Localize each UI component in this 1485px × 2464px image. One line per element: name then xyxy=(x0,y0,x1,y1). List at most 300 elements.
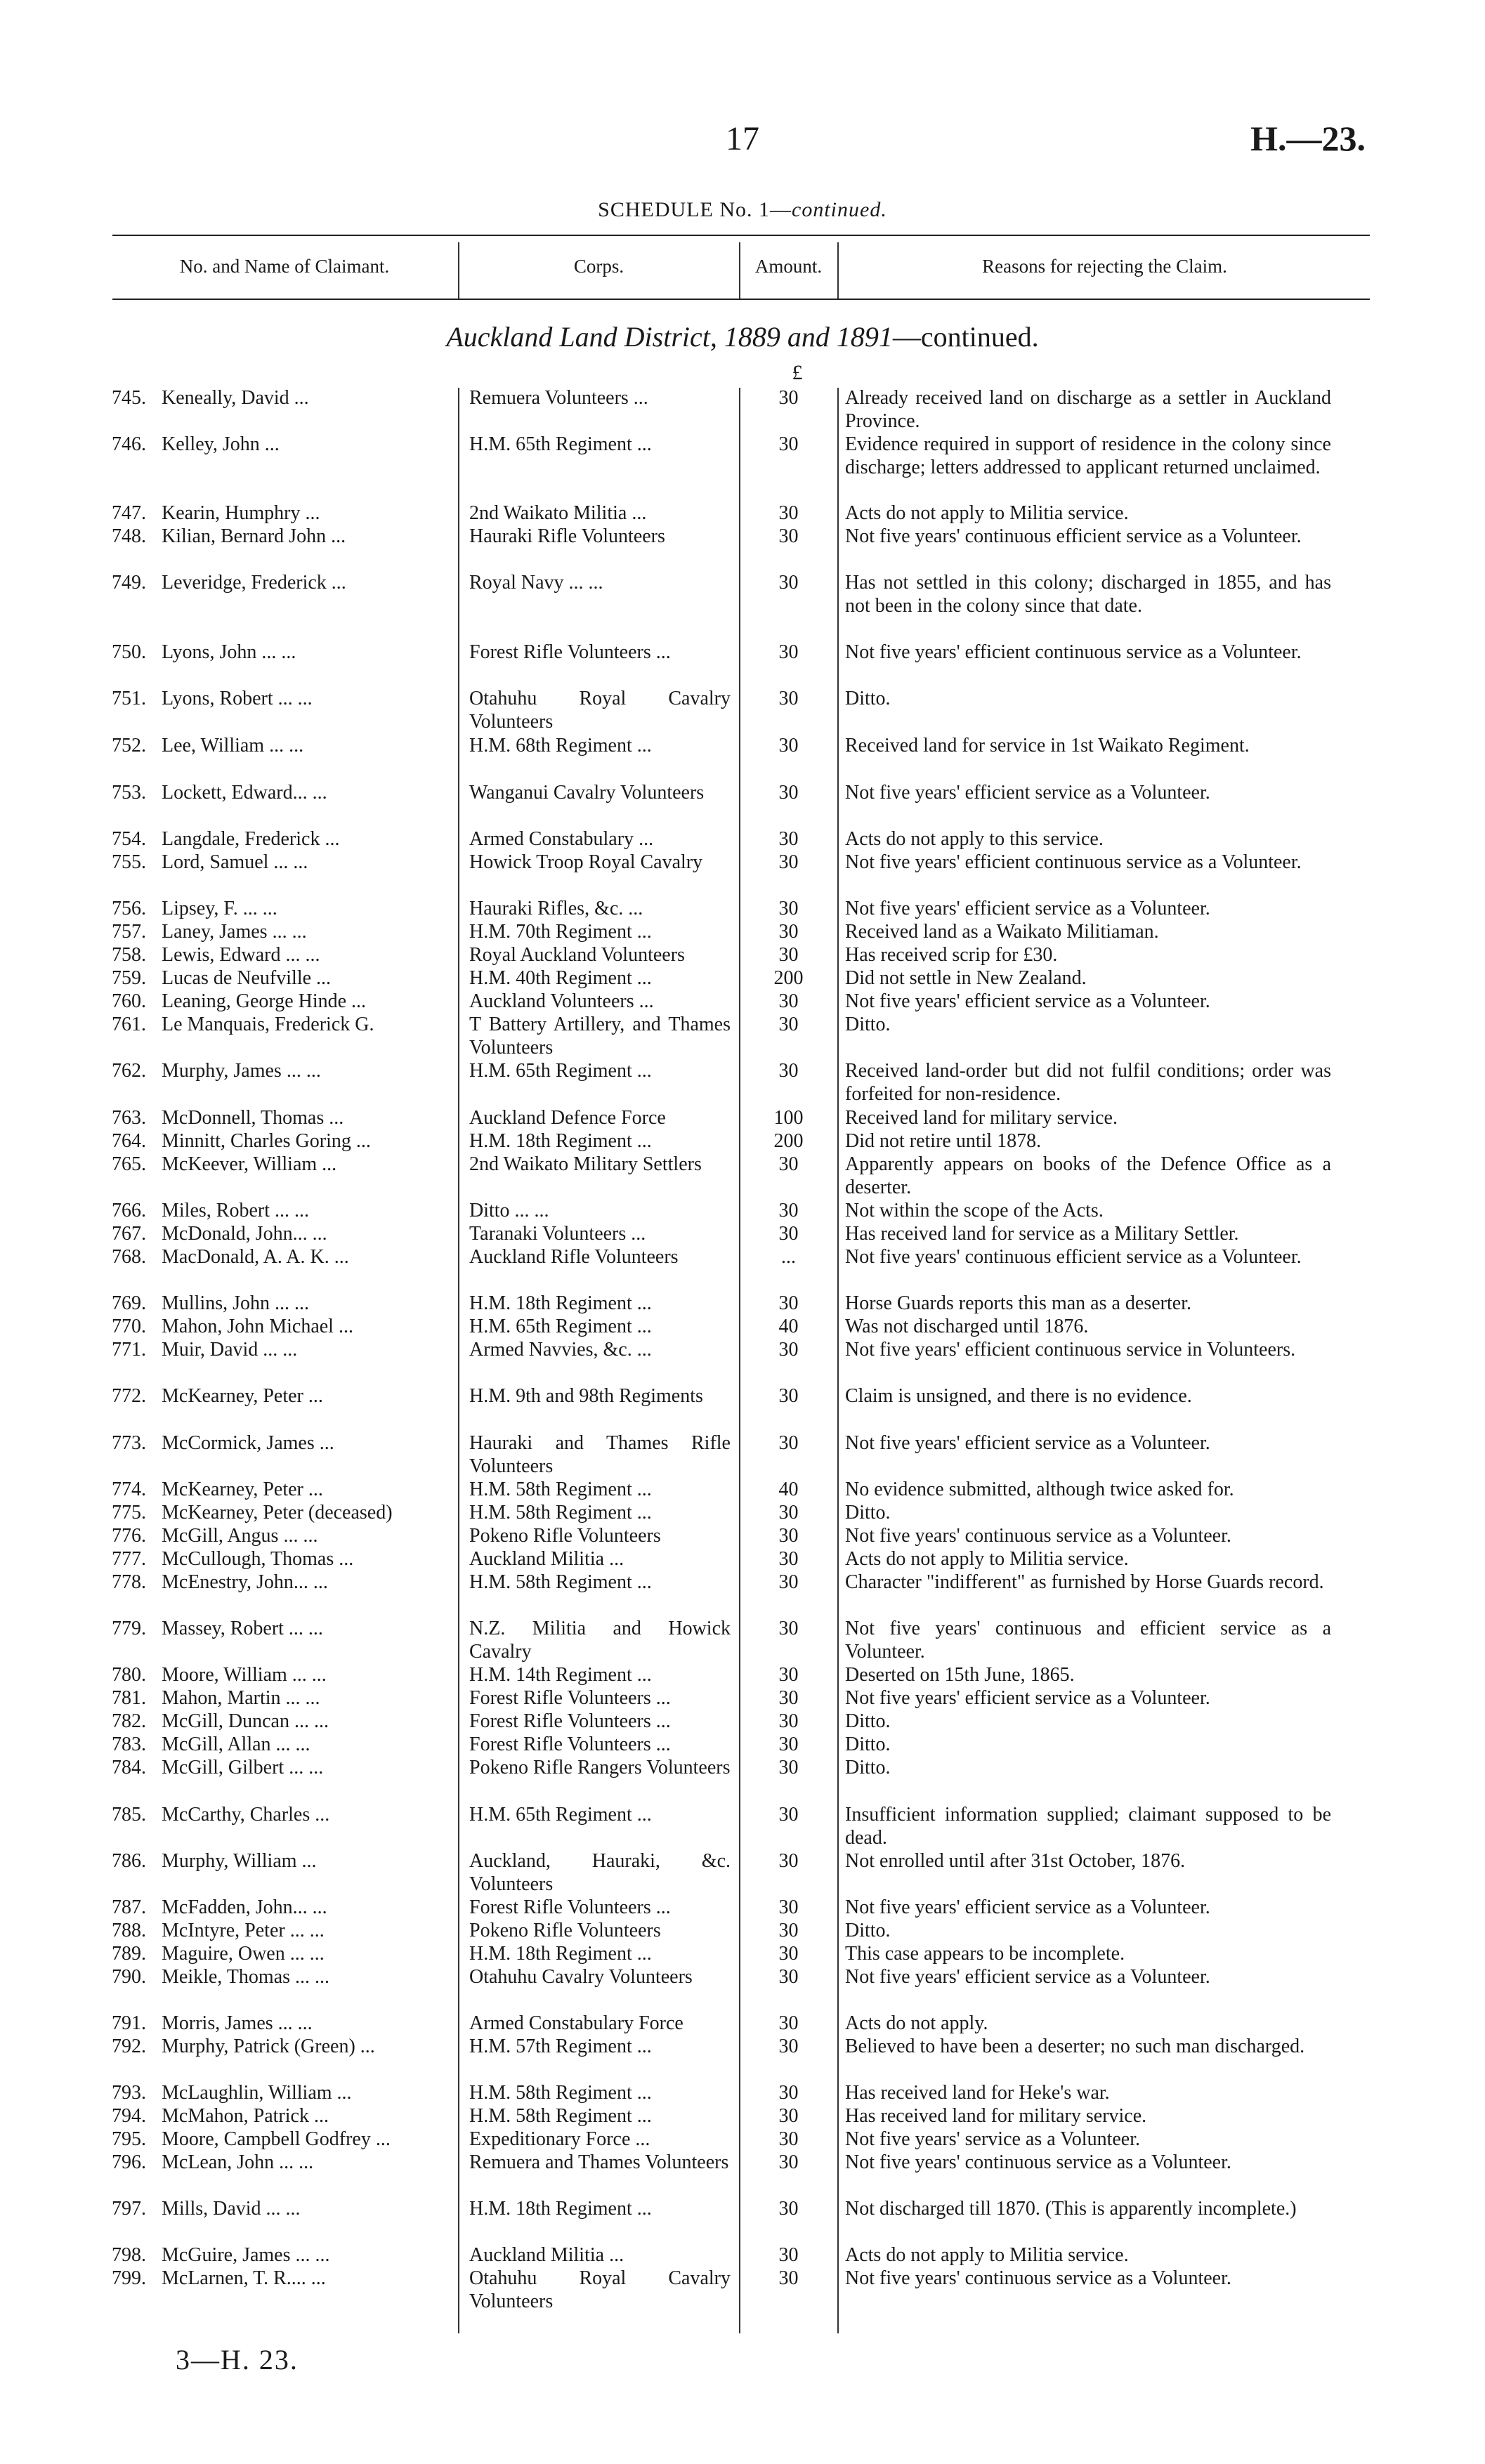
claim-number: 788. xyxy=(112,1920,146,1941)
claimant-name: Kearin, Humphry ... xyxy=(162,502,320,524)
reason-text: Received land-order but did not fulfil conditions; order was forfeited for non-residence. xyxy=(845,1060,1331,1105)
claim-number: 753. xyxy=(112,782,146,804)
corps-cell: H.M. 18th Regiment ... xyxy=(469,1292,652,1314)
claim-number: 799. xyxy=(112,2267,146,2289)
claim-number: 768. xyxy=(112,1246,146,1268)
schedule-title xyxy=(0,198,1485,222)
corps-cell: Auckland Militia ... xyxy=(469,1548,624,1570)
reason-text: Not five years' efficient service as a Volunteer. xyxy=(845,1432,1210,1454)
reason-text: Not five years' efficient service as a Volunteer. xyxy=(845,898,1210,919)
reason-cell xyxy=(845,897,1331,920)
amount-cell: 30 xyxy=(778,1502,799,1523)
reason-text: Character "indifferent" as furnished by Horse Guards record. xyxy=(845,1571,1324,1593)
claim-number: 781. xyxy=(112,1687,146,1709)
amount-cell: 30 xyxy=(778,1525,799,1547)
amount-cell: 30 xyxy=(778,2082,799,2104)
reason-text: Acts do not apply to Militia service. xyxy=(845,1548,1129,1570)
reason-cell xyxy=(845,1431,1331,1455)
reason-cell xyxy=(845,1106,1331,1129)
column-divider-reasons xyxy=(837,388,839,2333)
amount-cell: 30 xyxy=(778,828,799,850)
paper-reference: H.—23. xyxy=(1250,119,1366,158)
corps-cell: Forest Rifle Volunteers ... xyxy=(469,1710,671,1732)
reason-text: This case appears to be incomplete. xyxy=(845,1943,1125,1965)
corps-cell: Pokeno Rifle Rangers Volunteers xyxy=(469,1757,731,1778)
reason-cell xyxy=(845,966,1331,990)
claim-number: 782. xyxy=(112,1710,146,1732)
reason-text: Already received land on discharge as a settler in Auckland Province. xyxy=(845,387,1331,432)
corps-cell: H.M. 57th Regiment ... xyxy=(469,2036,652,2057)
claimant-name: McCullough, Thomas ... xyxy=(162,1548,354,1570)
claimant-name: McKearney, Peter (deceased) xyxy=(162,1502,393,1523)
amount-cell: 30 xyxy=(778,2267,799,2289)
reason-text: Insufficient information supplied; claimant supposed to be dead. xyxy=(845,1804,1331,1849)
corps-cell: Remuera and Thames Volunteers xyxy=(469,2151,729,2173)
reason-text: Not five years' efficient continuous service in Volunteers. xyxy=(845,1339,1296,1361)
amount-cell: 30 xyxy=(778,921,799,943)
amount-cell: 30 xyxy=(778,2012,799,2034)
header-divider-1 xyxy=(458,242,459,299)
schedule-title-suffix: continued. xyxy=(792,198,887,221)
reason-cell xyxy=(845,687,1331,710)
amount-cell: 30 xyxy=(778,1920,799,1941)
reason-cell xyxy=(845,641,1331,664)
claimant-name: McCormick, James ... xyxy=(162,1432,334,1454)
claimant-name: Murphy, James ... ... xyxy=(162,1060,321,1082)
claim-number: 777. xyxy=(112,1548,146,1570)
reason-cell xyxy=(845,1245,1331,1269)
footer-signature: 3—H. 23. xyxy=(176,2344,299,2375)
reason-cell xyxy=(845,2081,1331,2104)
reason-cell xyxy=(845,1686,1331,1710)
reason-cell xyxy=(845,1710,1331,1733)
claimant-name: McLarnen, T. R.... ... xyxy=(162,2267,326,2289)
corps-cell: Otahuhu Royal Cavalry Volunteers xyxy=(469,2267,731,2312)
reason-text: Has received land for Heke's war. xyxy=(845,2082,1110,2104)
corps-cell: Royal Auckland Volunteers xyxy=(469,944,685,966)
amount-cell: 30 xyxy=(778,1385,799,1407)
amount-cell: 30 xyxy=(778,502,799,524)
reason-text: Ditto. xyxy=(845,1757,891,1778)
reason-cell xyxy=(845,1501,1331,1524)
corps-cell: Taranaki Volunteers ... xyxy=(469,1223,646,1245)
corps-cell: Armed Constabulary Force xyxy=(469,2012,683,2034)
amount-cell: 30 xyxy=(778,782,799,804)
claimant-name: McDonnell, Thomas ... xyxy=(162,1107,344,1129)
reason-cell xyxy=(845,1013,1331,1036)
amount-cell: 30 xyxy=(778,433,799,455)
corps-cell: H.M. 58th Regiment ... xyxy=(469,1571,652,1593)
claim-number: 790. xyxy=(112,1966,146,1988)
claimant-name: McGill, Gilbert ... ... xyxy=(162,1757,324,1778)
reason-cell xyxy=(845,1849,1331,1873)
amount-cell: 30 xyxy=(778,1618,799,1639)
reason-text: Horse Guards reports this man as a deserter. xyxy=(845,1292,1191,1314)
amount-cell: 30 xyxy=(778,1223,799,1245)
claim-number: 749. xyxy=(112,572,146,594)
reason-cell xyxy=(845,1896,1331,1919)
corps-cell: Auckland Volunteers ... xyxy=(469,990,654,1012)
corps-cell: H.M. 65th Regiment ... xyxy=(469,1804,652,1826)
reason-cell xyxy=(845,1547,1331,1571)
reason-cell xyxy=(845,1919,1331,1942)
reason-cell xyxy=(845,1942,1331,1965)
corps-cell: Royal Navy ... ... xyxy=(469,572,603,594)
claim-number: 789. xyxy=(112,1943,146,1965)
reason-cell xyxy=(845,734,1331,757)
reason-cell xyxy=(845,1733,1331,1756)
claim-number: 755. xyxy=(112,851,146,873)
corps-cell: Hauraki and Thames Rifle Volunteers xyxy=(469,1432,731,1477)
column-divider-amount xyxy=(739,388,740,2333)
reason-cell xyxy=(845,571,1331,617)
amount-cell: 30 xyxy=(778,1896,799,1918)
reason-text: Has received land for military service. xyxy=(845,2105,1147,2127)
corps-cell: Otahuhu Royal Cavalry Volunteers xyxy=(469,688,731,733)
reason-cell xyxy=(845,433,1331,479)
claim-number: 793. xyxy=(112,2082,146,2104)
claimant-name: Muir, David ... ... xyxy=(162,1339,298,1361)
reason-text: Not five years' service as a Volunteer. xyxy=(845,2128,1140,2150)
claimant-name: McCarthy, Charles ... xyxy=(162,1804,330,1826)
column-divider-corps xyxy=(458,388,459,2333)
reason-cell xyxy=(845,1803,1331,1849)
claimant-name: McEnestry, John... ... xyxy=(162,1571,328,1593)
corps-cell: Armed Navvies, &c. ... xyxy=(469,1339,652,1361)
reason-text: Did not settle in New Zealand. xyxy=(845,967,1087,989)
claimant-name: Mahon, Martin ... ... xyxy=(162,1687,320,1709)
reason-text: Did not retire until 1878. xyxy=(845,1130,1042,1152)
reason-text: Not five years' efficient service as a Volunteer. xyxy=(845,1687,1210,1709)
claim-number: 754. xyxy=(112,828,146,850)
page-number: 17 xyxy=(726,120,759,157)
section-heading-suffix: —continued. xyxy=(892,321,1039,353)
claim-number: 773. xyxy=(112,1432,146,1454)
amount-cell: 30 xyxy=(778,2105,799,2127)
reason-text: Ditto. xyxy=(845,1014,891,1035)
section-heading xyxy=(0,320,1485,353)
reason-cell xyxy=(845,920,1331,943)
corps-cell: Pokeno Rifle Volunteers xyxy=(469,1920,661,1941)
amount-cell: 30 xyxy=(778,525,799,547)
reason-text: Acts do not apply to Militia service. xyxy=(845,502,1129,524)
claim-number: 795. xyxy=(112,2128,146,2150)
claimant-name: Murphy, William ... xyxy=(162,1850,317,1872)
reason-text: Not five years' efficient service as a Volunteer. xyxy=(845,782,1210,804)
header-divider-3 xyxy=(837,242,839,299)
amount-cell: 30 xyxy=(778,2128,799,2150)
claimant-name: Mahon, John Michael ... xyxy=(162,1316,353,1337)
claimant-name: McLaughlin, William ... xyxy=(162,2082,352,2104)
corps-cell: Forest Rifle Volunteers ... xyxy=(469,1687,671,1709)
reason-cell xyxy=(845,2035,1331,2058)
claim-number: 756. xyxy=(112,898,146,919)
amount-cell: 30 xyxy=(778,1710,799,1732)
reason-text: Not five years' continuous service as a Volunteer. xyxy=(845,2267,1231,2289)
claim-number: 770. xyxy=(112,1316,146,1337)
claimant-name: Laney, James ... ... xyxy=(162,921,307,943)
amount-cell: 40 xyxy=(778,1479,799,1500)
reason-text: Not five years' continuous efficient service as a Volunteer. xyxy=(845,525,1302,547)
reason-cell xyxy=(845,1617,1331,1663)
claimant-name: Mills, David ... ... xyxy=(162,2198,301,2220)
amount-cell: 30 xyxy=(778,1153,799,1175)
claim-number: 767. xyxy=(112,1223,146,1245)
amount-cell: 30 xyxy=(778,1757,799,1778)
amount-cell: 30 xyxy=(778,735,799,756)
reason-text: Not five years' efficient service as a Volunteer. xyxy=(845,1896,1210,1918)
reason-cell xyxy=(845,1222,1331,1245)
corps-cell: 2nd Waikato Military Settlers xyxy=(469,1153,702,1175)
claim-number: 787. xyxy=(112,1896,146,1918)
amount-cell: 30 xyxy=(778,1804,799,1826)
amount-cell: 100 xyxy=(773,1107,804,1129)
corps-cell: H.M. 18th Regiment ... xyxy=(469,2198,652,2220)
reason-text: Received land for military service. xyxy=(845,1107,1118,1129)
claim-number: 796. xyxy=(112,2151,146,2173)
amount-cell: 30 xyxy=(778,2151,799,2173)
amount-cell: 30 xyxy=(778,1548,799,1570)
amount-cell: 30 xyxy=(778,2036,799,2057)
corps-cell: Hauraki Rifle Volunteers xyxy=(469,525,665,547)
schedule-title-text: SCHEDULE No. 1— xyxy=(598,198,792,221)
claimant-name: McMahon, Patrick ... xyxy=(162,2105,329,2127)
amount-cell: 30 xyxy=(778,1966,799,1988)
corps-cell: Pokeno Rifle Volunteers xyxy=(469,1525,661,1547)
reason-cell xyxy=(845,1338,1331,1361)
amount-cell: 30 xyxy=(778,1060,799,1082)
corps-cell: H.M. 65th Regiment ... xyxy=(469,1060,652,1082)
reason-text: Ditto. xyxy=(845,688,891,709)
reason-text: Not five years' continuous service as a Volunteer. xyxy=(845,2151,1231,2173)
claim-number: 750. xyxy=(112,641,146,663)
reason-cell xyxy=(845,1129,1331,1153)
reason-cell xyxy=(845,827,1331,851)
claim-number: 780. xyxy=(112,1664,146,1686)
claim-number: 747. xyxy=(112,502,146,524)
reason-cell xyxy=(845,1153,1331,1199)
amount-cell: 30 xyxy=(778,2198,799,2220)
reason-text: Claim is unsigned, and there is no evidence. xyxy=(845,1385,1192,1407)
reason-text: Has not settled in this colony; discharged in 1855, and has not been in the colony since that date. xyxy=(845,572,1331,617)
amount-cell: ... xyxy=(781,1246,796,1268)
claim-number: 797. xyxy=(112,2198,146,2220)
amount-cell: 30 xyxy=(778,641,799,663)
claim-number: 746. xyxy=(112,433,146,455)
claim-number: 751. xyxy=(112,688,146,709)
reason-cell xyxy=(845,2267,1331,2290)
corps-cell: H.M. 70th Regiment ... xyxy=(469,921,652,943)
claim-number: 778. xyxy=(112,1571,146,1593)
claim-number: 769. xyxy=(112,1292,146,1314)
reason-cell xyxy=(845,1059,1331,1106)
corps-cell: T Battery Artillery, and Thames Volunteers xyxy=(469,1014,731,1059)
reason-text: Ditto. xyxy=(845,1502,891,1523)
reason-cell xyxy=(845,781,1331,804)
claimant-name: McGill, Angus ... ... xyxy=(162,1525,318,1547)
reason-cell xyxy=(845,2104,1331,2128)
reason-cell xyxy=(845,1292,1331,1315)
reason-cell xyxy=(845,525,1331,548)
claim-number: 758. xyxy=(112,944,146,966)
amount-cell: 200 xyxy=(773,1130,804,1152)
corps-cell: Ditto ... ... xyxy=(469,1200,549,1221)
claimant-name: Maguire, Owen ... ... xyxy=(162,1943,325,1965)
claim-number: 745. xyxy=(112,387,146,409)
reason-text: Has received land for service as a Military Settler. xyxy=(845,1223,1239,1245)
header-bottom-rule xyxy=(112,299,1370,300)
reason-cell xyxy=(845,1571,1331,1594)
claim-number: 772. xyxy=(112,1385,146,1407)
reason-cell xyxy=(845,943,1331,966)
claimant-name: Lewis, Edward ... ... xyxy=(162,944,320,966)
reason-cell xyxy=(845,1199,1331,1222)
claim-number: 766. xyxy=(112,1200,146,1221)
claim-number: 748. xyxy=(112,525,146,547)
reason-text: Not five years' efficient continuous service as a Volunteer. xyxy=(845,851,1302,873)
reason-text: No evidence submitted, although twice asked for. xyxy=(845,1479,1234,1500)
claim-number: 794. xyxy=(112,2105,146,2127)
claimant-name: McGill, Duncan ... ... xyxy=(162,1710,329,1732)
header-top-rule xyxy=(112,235,1370,236)
reason-text: Acts do not apply to Militia service. xyxy=(845,2244,1129,2266)
corps-cell: Otahuhu Cavalry Volunteers xyxy=(469,1966,693,1988)
claimant-name: Lyons, John ... ... xyxy=(162,641,296,663)
header-corps: Corps. xyxy=(573,256,624,277)
reason-text: Received land for service in 1st Waikato Regiment. xyxy=(845,735,1250,756)
claimant-name: Meikle, Thomas ... ... xyxy=(162,1966,330,1988)
claimant-name: Mullins, John ... ... xyxy=(162,1292,310,1314)
reason-cell xyxy=(845,2243,1331,2267)
claim-number: 752. xyxy=(112,735,146,756)
reason-text: Not five years' continuous and efficient service as a Volunteer. xyxy=(845,1618,1331,1663)
corps-cell: Auckland Defence Force xyxy=(469,1107,666,1129)
corps-cell: H.M. 68th Regiment ... xyxy=(469,735,652,756)
reason-cell xyxy=(845,2151,1331,2174)
claim-number: 784. xyxy=(112,1757,146,1778)
amount-cell: 30 xyxy=(778,1943,799,1965)
corps-cell: Forest Rifle Volunteers ... xyxy=(469,1734,671,1755)
reason-text: Apparently appears on books of the Defence Office as a deserter. xyxy=(845,1153,1331,1198)
corps-cell: H.M. 65th Regiment ... xyxy=(469,1316,652,1337)
corps-cell: N.Z. Militia and Howick Cavalry xyxy=(469,1618,731,1663)
header-reasons: Reasons for rejecting the Claim. xyxy=(982,256,1227,277)
reason-cell xyxy=(845,1478,1331,1501)
claim-number: 791. xyxy=(112,2012,146,2034)
claim-number: 776. xyxy=(112,1525,146,1547)
corps-cell: H.M. 65th Regiment ... xyxy=(469,433,652,455)
reason-text: Evidence required in support of residence in the colony since discharge; letters addressed to applicant returned unclaimed. xyxy=(845,433,1331,478)
amount-cell: 30 xyxy=(778,1292,799,1314)
claimant-name: Lipsey, F. ... ... xyxy=(162,898,277,919)
claimant-name: Lucas de Neufville ... xyxy=(162,967,332,989)
claim-number: 786. xyxy=(112,1850,146,1872)
claim-number: 764. xyxy=(112,1130,146,1152)
corps-cell: Armed Constabulary ... xyxy=(469,828,654,850)
claimant-name: McIntyre, Peter ... ... xyxy=(162,1920,325,1941)
claimant-name: Massey, Robert ... ... xyxy=(162,1618,323,1639)
amount-cell: 30 xyxy=(778,1339,799,1361)
claimant-name: Minnitt, Charles Goring ... xyxy=(162,1130,371,1152)
amount-cell: 200 xyxy=(773,967,804,989)
header-claimant: No. and Name of Claimant. xyxy=(179,256,390,277)
reason-text: Not five years' efficient continuous service as a Volunteer. xyxy=(845,641,1302,663)
reason-cell xyxy=(845,1965,1331,1988)
header-divider-2 xyxy=(739,242,740,299)
corps-cell: Forest Rifle Volunteers ... xyxy=(469,641,671,663)
claim-number: 785. xyxy=(112,1804,146,1826)
corps-cell: 2nd Waikato Militia ... xyxy=(469,502,647,524)
amount-cell: 30 xyxy=(778,1200,799,1221)
claimant-name: Miles, Robert ... ... xyxy=(162,1200,309,1221)
reason-text: Not five years' efficient service as a Volunteer. xyxy=(845,1966,1210,1988)
reason-text: Not five years' efficient service as a Volunteer. xyxy=(845,990,1210,1012)
reason-cell xyxy=(845,502,1331,525)
claimant-name: Lee, William ... ... xyxy=(162,735,304,756)
claim-number: 761. xyxy=(112,1014,146,1035)
reason-text: Ditto. xyxy=(845,1734,891,1755)
reason-cell xyxy=(845,1663,1331,1686)
reason-cell xyxy=(845,386,1331,433)
reason-text: Not five years' continuous efficient service as a Volunteer. xyxy=(845,1246,1302,1268)
reason-cell xyxy=(845,990,1331,1013)
corps-cell: H.M. 18th Regiment ... xyxy=(469,1130,652,1152)
currency-symbol: £ xyxy=(792,361,803,384)
claimant-name: Langdale, Frederick ... xyxy=(162,828,340,850)
corps-cell: Auckland, Hauraki, &c. Volunteers xyxy=(469,1850,731,1895)
claimant-name: Moore, Campbell Godfrey ... xyxy=(162,2128,391,2150)
amount-cell: 30 xyxy=(778,1664,799,1686)
corps-cell: H.M. 40th Regiment ... xyxy=(469,967,652,989)
claimant-name: Kelley, John ... xyxy=(162,433,280,455)
amount-cell: 30 xyxy=(778,851,799,873)
corps-cell: Expeditionary Force ... xyxy=(469,2128,650,2150)
header-amount: Amount. xyxy=(754,256,823,277)
reason-text: Not within the scope of the Acts. xyxy=(845,1200,1104,1221)
reason-text: Ditto. xyxy=(845,1710,891,1732)
claimant-name: MacDonald, A. A. K. ... xyxy=(162,1246,349,1268)
amount-cell: 30 xyxy=(778,387,799,409)
amount-cell: 30 xyxy=(778,990,799,1012)
claimant-name: McFadden, John... ... xyxy=(162,1896,327,1918)
corps-cell: Auckland Militia ... xyxy=(469,2244,624,2266)
reason-text: Not five years' continuous service as a Volunteer. xyxy=(845,1525,1231,1547)
corps-cell: H.M. 14th Regiment ... xyxy=(469,1664,652,1686)
amount-cell: 30 xyxy=(778,898,799,919)
reason-text: Has received scrip for £30. xyxy=(845,944,1058,966)
claim-number: 759. xyxy=(112,967,146,989)
claim-number: 762. xyxy=(112,1060,146,1082)
corps-cell: H.M. 58th Regiment ... xyxy=(469,2082,652,2104)
corps-cell: H.M. 58th Regiment ... xyxy=(469,1479,652,1500)
reason-cell xyxy=(845,2012,1331,2035)
reason-text: Not enrolled until after 31st October, 1876. xyxy=(845,1850,1186,1872)
reason-text: Received land as a Waikato Militiaman. xyxy=(845,921,1159,943)
amount-cell: 30 xyxy=(778,1014,799,1035)
corps-cell: H.M. 18th Regiment ... xyxy=(469,1943,652,1965)
reason-text: Was not discharged until 1876. xyxy=(845,1316,1089,1337)
corps-cell: H.M. 9th and 98th Regiments xyxy=(469,1385,703,1407)
amount-cell: 30 xyxy=(778,1850,799,1872)
corps-cell: H.M. 58th Regiment ... xyxy=(469,2105,652,2127)
claimant-name: Kilian, Bernard John ... xyxy=(162,525,346,547)
corps-cell: Remuera Volunteers ... xyxy=(469,387,648,409)
reason-cell xyxy=(845,1315,1331,1338)
claimant-name: McKeever, William ... xyxy=(162,1153,337,1175)
reason-cell xyxy=(845,2128,1331,2151)
claimant-name: McKearney, Peter ... xyxy=(162,1385,323,1407)
reason-text: Deserted on 15th June, 1865. xyxy=(845,1664,1075,1686)
